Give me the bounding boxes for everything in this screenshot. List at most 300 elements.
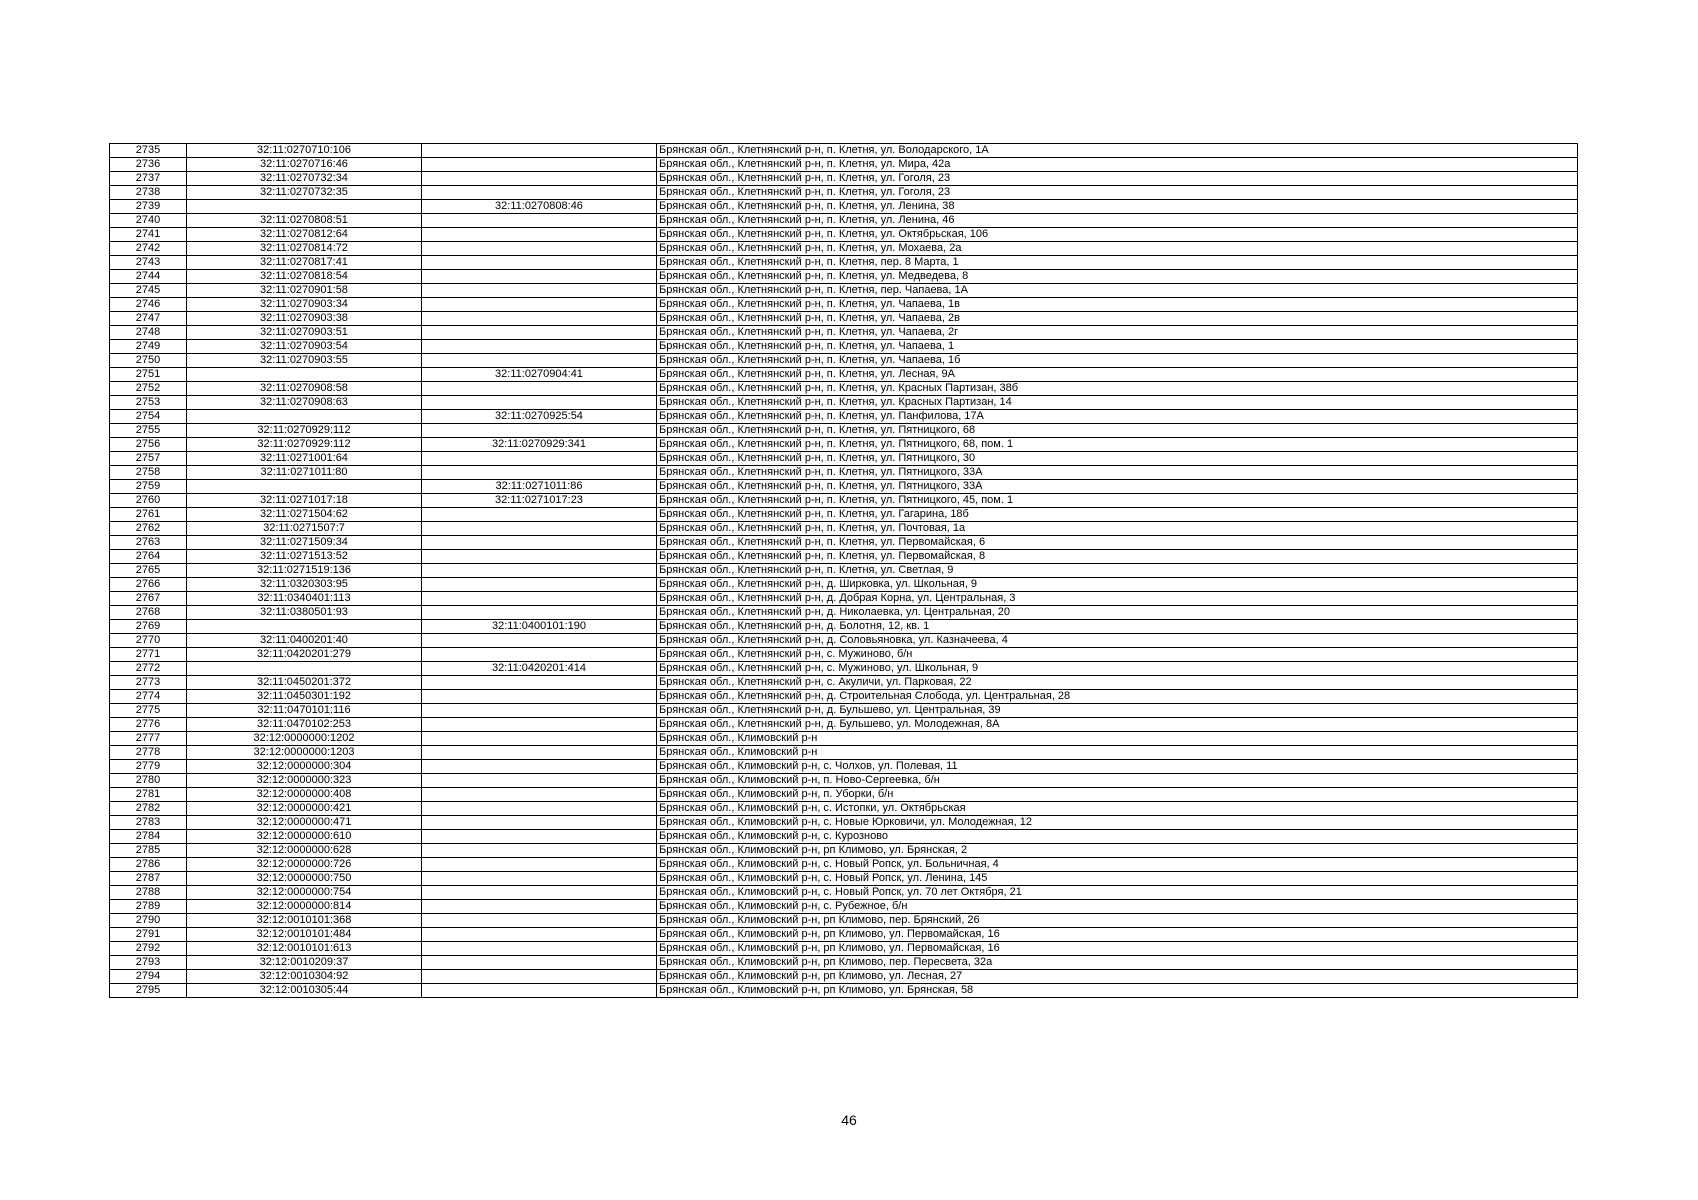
table-row (110, 172, 1578, 186)
cadastral-number-cell: 32:11:0270903:34 (187, 298, 422, 312)
cadastral-number-cell: 32:12:0010101:368 (187, 914, 422, 928)
secondary-cadastral-number-cell (422, 676, 657, 690)
secondary-cadastral-number-cell (422, 326, 657, 340)
table-row (110, 984, 1578, 998)
cadastral-number-cell: 32:11:0271011:80 (187, 466, 422, 480)
address-cell: Брянская обл., Клетнянский р-н, п. Клетня, ул. Первомайская, 8 (657, 550, 1578, 564)
address-cell: Брянская обл., Клетнянский р-н, п. Клетня, ул. Красных Партизан, 38б (657, 382, 1578, 396)
cadastral-number-cell: 32:12:0000000:323 (187, 774, 422, 788)
address-cell: Брянская обл., Клетнянский р-н, п. Клетня, ул. Пятницкого, 45, пом. 1 (657, 494, 1578, 508)
secondary-cadastral-number-cell (422, 816, 657, 830)
address-cell: Брянская обл., Клетнянский р-н, п. Клетня, ул. Пятницкого, 33А (657, 466, 1578, 480)
address-cell: Брянская обл., Клетнянский р-н, п. Клетня, ул. Медведева, 8 (657, 270, 1578, 284)
address-cell: Брянская обл., Клетнянский р-н, д. Бульшево, ул. Молодежная, 8А (657, 718, 1578, 732)
table-row (110, 284, 1578, 298)
row-number-cell: 2781 (110, 788, 187, 802)
secondary-cadastral-number-cell (422, 970, 657, 984)
row-number-cell: 2792 (110, 942, 187, 956)
cadastral-number-cell: 32:12:0010209:37 (187, 956, 422, 970)
row-number-cell: 2748 (110, 326, 187, 340)
secondary-cadastral-number-cell (422, 830, 657, 844)
table-row (110, 256, 1578, 270)
row-number-cell: 2766 (110, 578, 187, 592)
address-cell: Брянская обл., Клетнянский р-н, п. Клетня, ул. Гоголя, 23 (657, 186, 1578, 200)
address-cell: Брянская обл., Клетнянский р-н, д. Болотня, 12, кв. 1 (657, 620, 1578, 634)
secondary-cadastral-number-cell (422, 396, 657, 410)
cadastral-number-cell: 32:12:0000000:408 (187, 788, 422, 802)
address-cell: Брянская обл., Клетнянский р-н, п. Клетня, ул. Октябрьская, 106 (657, 228, 1578, 242)
table-row (110, 634, 1578, 648)
table-row (110, 648, 1578, 662)
cadastral-number-cell: 32:11:0470101:116 (187, 704, 422, 718)
secondary-cadastral-number-cell (422, 788, 657, 802)
address-cell: Брянская обл., Клетнянский р-н, п. Клетня, ул. Володарского, 1А (657, 144, 1578, 158)
secondary-cadastral-number-cell (422, 214, 657, 228)
address-cell: Брянская обл., Клетнянский р-н, д. Добрая Корна, ул. Центральная, 3 (657, 592, 1578, 606)
cadastral-number-cell (187, 480, 422, 494)
cadastral-number-cell: 32:11:0380501:93 (187, 606, 422, 620)
address-cell: Брянская обл., Клетнянский р-н, с. Акуличи, ул. Парковая, 22 (657, 676, 1578, 690)
row-number-cell: 2774 (110, 690, 187, 704)
cadastral-number-cell: 32:11:0271001:64 (187, 452, 422, 466)
secondary-cadastral-number-cell (422, 340, 657, 354)
secondary-cadastral-number-cell (422, 984, 657, 998)
table-row (110, 704, 1578, 718)
address-cell: Брянская обл., Климовский р-н (657, 732, 1578, 746)
secondary-cadastral-number-cell: 32:11:0270925:54 (422, 410, 657, 424)
table-row (110, 900, 1578, 914)
address-cell: Брянская обл., Клетнянский р-н, п. Клетня, ул. Чапаева, 1б (657, 354, 1578, 368)
table-row (110, 844, 1578, 858)
address-cell: Брянская обл., Клетнянский р-н, п. Клетня, ул. Светлая, 9 (657, 564, 1578, 578)
cadastral-number-cell: 32:11:0270903:55 (187, 354, 422, 368)
secondary-cadastral-number-cell (422, 928, 657, 942)
table-row (110, 494, 1578, 508)
cadastral-number-cell: 32:12:0000000:814 (187, 900, 422, 914)
address-cell: Брянская обл., Климовский р-н, с. Новый Ропск, ул. Больничная, 4 (657, 858, 1578, 872)
table-row (110, 760, 1578, 774)
secondary-cadastral-number-cell (422, 424, 657, 438)
secondary-cadastral-number-cell (422, 592, 657, 606)
cadastral-number-cell: 32:11:0270818:54 (187, 270, 422, 284)
cadastral-number-cell: 32:11:0450201:372 (187, 676, 422, 690)
row-number-cell: 2770 (110, 634, 187, 648)
row-number-cell: 2742 (110, 242, 187, 256)
row-number-cell: 2752 (110, 382, 187, 396)
cadastral-number-cell: 32:11:0420201:279 (187, 648, 422, 662)
address-cell: Брянская обл., Климовский р-н, с. Новый Ропск, ул. 70 лет Октября, 21 (657, 886, 1578, 900)
row-number-cell: 2782 (110, 802, 187, 816)
address-cell: Брянская обл., Климовский р-н, рп Климово, ул. Брянская, 58 (657, 984, 1578, 998)
secondary-cadastral-number-cell (422, 354, 657, 368)
registry-table-container (109, 143, 1577, 998)
table-row (110, 242, 1578, 256)
table-row (110, 396, 1578, 410)
cadastral-number-cell (187, 410, 422, 424)
table-row (110, 354, 1578, 368)
secondary-cadastral-number-cell (422, 144, 657, 158)
cadastral-number-cell: 32:11:0270903:38 (187, 312, 422, 326)
cadastral-number-cell: 32:12:0000000:304 (187, 760, 422, 774)
row-number-cell: 2776 (110, 718, 187, 732)
table-row (110, 200, 1578, 214)
row-number-cell: 2775 (110, 704, 187, 718)
cadastral-number-cell: 32:12:0010101:613 (187, 942, 422, 956)
secondary-cadastral-number-cell: 32:11:0271011:86 (422, 480, 657, 494)
address-cell: Брянская обл., Климовский р-н, с. Рубежное, б/н (657, 900, 1578, 914)
secondary-cadastral-number-cell (422, 564, 657, 578)
cadastral-number-cell: 32:11:0400201:40 (187, 634, 422, 648)
cadastral-number-cell: 32:12:0010304:92 (187, 970, 422, 984)
address-cell: Брянская обл., Климовский р-н, рп Климово, ул. Первомайская, 16 (657, 928, 1578, 942)
cadastral-number-cell (187, 368, 422, 382)
row-number-cell: 2791 (110, 928, 187, 942)
row-number-cell: 2769 (110, 620, 187, 634)
cadastral-number-cell (187, 200, 422, 214)
row-number-cell: 2745 (110, 284, 187, 298)
row-number-cell: 2788 (110, 886, 187, 900)
row-number-cell: 2741 (110, 228, 187, 242)
row-number-cell: 2785 (110, 844, 187, 858)
row-number-cell: 2772 (110, 662, 187, 676)
row-number-cell: 2783 (110, 816, 187, 830)
address-cell: Брянская обл., Климовский р-н, п. Ново-Сергеевка, б/н (657, 774, 1578, 788)
cadastral-number-cell: 32:11:0270901:58 (187, 284, 422, 298)
table-row (110, 718, 1578, 732)
address-cell: Брянская обл., Клетнянский р-н, п. Клетня, ул. Пятницкого, 30 (657, 452, 1578, 466)
secondary-cadastral-number-cell (422, 858, 657, 872)
cadastral-number-cell: 32:12:0010101:484 (187, 928, 422, 942)
cadastral-number-cell: 32:12:0000000:1203 (187, 746, 422, 760)
table-row (110, 228, 1578, 242)
table-row (110, 690, 1578, 704)
row-number-cell: 2790 (110, 914, 187, 928)
address-cell: Брянская обл., Климовский р-н (657, 746, 1578, 760)
table-row (110, 914, 1578, 928)
table-row (110, 158, 1578, 172)
secondary-cadastral-number-cell (422, 606, 657, 620)
table-row (110, 662, 1578, 676)
row-number-cell: 2736 (110, 158, 187, 172)
cadastral-number-cell: 32:11:0270903:51 (187, 326, 422, 340)
table-row (110, 186, 1578, 200)
cadastral-number-cell: 32:11:0271509:34 (187, 536, 422, 550)
address-cell: Брянская обл., Климовский р-н, с. Курозново (657, 830, 1578, 844)
table-row (110, 340, 1578, 354)
secondary-cadastral-number-cell (422, 158, 657, 172)
row-number-cell: 2747 (110, 312, 187, 326)
address-cell: Брянская обл., Клетнянский р-н, д. Соловьяновка, ул. Казначеева, 4 (657, 634, 1578, 648)
address-cell: Брянская обл., Клетнянский р-н, п. Клетня, ул. Чапаева, 2г (657, 326, 1578, 340)
row-number-cell: 2744 (110, 270, 187, 284)
secondary-cadastral-number-cell (422, 522, 657, 536)
row-number-cell: 2758 (110, 466, 187, 480)
table-row (110, 522, 1578, 536)
cadastral-number-cell: 32:12:0000000:628 (187, 844, 422, 858)
row-number-cell: 2755 (110, 424, 187, 438)
cadastral-number-cell: 32:11:0270812:64 (187, 228, 422, 242)
address-cell: Брянская обл., Клетнянский р-н, п. Клетня, ул. Первомайская, 6 (657, 536, 1578, 550)
row-number-cell: 2780 (110, 774, 187, 788)
cadastral-number-cell: 32:11:0270732:35 (187, 186, 422, 200)
address-cell: Брянская обл., Клетнянский р-н, д. Бульшево, ул. Центральная, 39 (657, 704, 1578, 718)
address-cell: Брянская обл., Клетнянский р-н, п. Клетня, пер. Чапаева, 1А (657, 284, 1578, 298)
address-cell: Брянская обл., Клетнянский р-н, д. Николаевка, ул. Центральная, 20 (657, 606, 1578, 620)
table-row (110, 214, 1578, 228)
table-row (110, 788, 1578, 802)
secondary-cadastral-number-cell (422, 466, 657, 480)
row-number-cell: 2761 (110, 508, 187, 522)
cadastral-number-cell (187, 662, 422, 676)
row-number-cell: 2777 (110, 732, 187, 746)
row-number-cell: 2759 (110, 480, 187, 494)
address-cell: Брянская обл., Климовский р-н, рп Климово, пер. Брянский, 26 (657, 914, 1578, 928)
cadastral-number-cell: 32:12:0000000:421 (187, 802, 422, 816)
row-number-cell: 2751 (110, 368, 187, 382)
table-row (110, 550, 1578, 564)
address-cell: Брянская обл., Клетнянский р-н, п. Клетня, ул. Чапаева, 1 (657, 340, 1578, 354)
secondary-cadastral-number-cell (422, 844, 657, 858)
secondary-cadastral-number-cell (422, 900, 657, 914)
table-row (110, 942, 1578, 956)
secondary-cadastral-number-cell (422, 256, 657, 270)
table-row (110, 620, 1578, 634)
row-number-cell: 2779 (110, 760, 187, 774)
cadastral-number-cell: 32:11:0270716:46 (187, 158, 422, 172)
table-row (110, 298, 1578, 312)
cadastral-number-cell: 32:12:0000000:754 (187, 886, 422, 900)
address-cell: Брянская обл., Климовский р-н, с. Чолхов, ул. Полевая, 11 (657, 760, 1578, 774)
cadastral-number-cell: 32:11:0270808:51 (187, 214, 422, 228)
address-cell: Брянская обл., Клетнянский р-н, с. Мужиново, б/н (657, 648, 1578, 662)
row-number-cell: 2746 (110, 298, 187, 312)
table-row (110, 802, 1578, 816)
table-row (110, 424, 1578, 438)
row-number-cell: 2750 (110, 354, 187, 368)
secondary-cadastral-number-cell (422, 802, 657, 816)
row-number-cell: 2765 (110, 564, 187, 578)
cadastral-number-cell: 32:11:0270710:106 (187, 144, 422, 158)
row-number-cell: 2795 (110, 984, 187, 998)
secondary-cadastral-number-cell (422, 578, 657, 592)
row-number-cell: 2778 (110, 746, 187, 760)
secondary-cadastral-number-cell (422, 718, 657, 732)
secondary-cadastral-number-cell (422, 942, 657, 956)
table-row (110, 858, 1578, 872)
address-cell: Брянская обл., Климовский р-н, с. Новый Ропск, ул. Ленина, 145 (657, 872, 1578, 886)
cadastral-number-cell: 32:11:0320303:95 (187, 578, 422, 592)
address-cell: Брянская обл., Климовский р-н, рп Климово, ул. Лесная, 27 (657, 970, 1578, 984)
registry-table (109, 143, 1578, 998)
address-cell: Брянская обл., Клетнянский р-н, п. Клетня, ул. Ленина, 46 (657, 214, 1578, 228)
cadastral-number-cell: 32:11:0270908:63 (187, 396, 422, 410)
address-cell: Брянская обл., Клетнянский р-н, д. Ширковка, ул. Школьная, 9 (657, 578, 1578, 592)
secondary-cadastral-number-cell (422, 312, 657, 326)
address-cell: Брянская обл., Клетнянский р-н, п. Клетня, ул. Пятницкого, 68, пом. 1 (657, 438, 1578, 452)
table-row (110, 578, 1578, 592)
address-cell: Брянская обл., Клетнянский р-н, п. Клетня, ул. Красных Партизан, 14 (657, 396, 1578, 410)
table-row (110, 508, 1578, 522)
row-number-cell: 2787 (110, 872, 187, 886)
row-number-cell: 2762 (110, 522, 187, 536)
address-cell: Брянская обл., Клетнянский р-н, п. Клетня, ул. Ленина, 38 (657, 200, 1578, 214)
secondary-cadastral-number-cell (422, 774, 657, 788)
table-row (110, 480, 1578, 494)
cadastral-number-cell: 32:12:0000000:471 (187, 816, 422, 830)
secondary-cadastral-number-cell (422, 186, 657, 200)
secondary-cadastral-number-cell (422, 732, 657, 746)
table-row (110, 970, 1578, 984)
row-number-cell: 2768 (110, 606, 187, 620)
address-cell: Брянская обл., Климовский р-н, рп Климово, ул. Первомайская, 16 (657, 942, 1578, 956)
secondary-cadastral-number-cell (422, 228, 657, 242)
row-number-cell: 2760 (110, 494, 187, 508)
cadastral-number-cell: 32:11:0270929:112 (187, 424, 422, 438)
table-row (110, 592, 1578, 606)
secondary-cadastral-number-cell: 32:11:0270808:46 (422, 200, 657, 214)
secondary-cadastral-number-cell (422, 746, 657, 760)
address-cell: Брянская обл., Клетнянский р-н, п. Клетня, ул. Мира, 42а (657, 158, 1578, 172)
table-row (110, 872, 1578, 886)
secondary-cadastral-number-cell: 32:11:0400101:190 (422, 620, 657, 634)
secondary-cadastral-number-cell (422, 872, 657, 886)
table-row (110, 326, 1578, 340)
row-number-cell: 2740 (110, 214, 187, 228)
table-row (110, 830, 1578, 844)
secondary-cadastral-number-cell (422, 284, 657, 298)
row-number-cell: 2743 (110, 256, 187, 270)
address-cell: Брянская обл., Клетнянский р-н, п. Клетня, ул. Чапаева, 1в (657, 298, 1578, 312)
secondary-cadastral-number-cell (422, 648, 657, 662)
row-number-cell: 2784 (110, 830, 187, 844)
cadastral-number-cell: 32:11:0270732:34 (187, 172, 422, 186)
cadastral-number-cell: 32:11:0271513:52 (187, 550, 422, 564)
secondary-cadastral-number-cell (422, 242, 657, 256)
table-row (110, 564, 1578, 578)
secondary-cadastral-number-cell: 32:11:0420201:414 (422, 662, 657, 676)
secondary-cadastral-number-cell (422, 634, 657, 648)
row-number-cell: 2739 (110, 200, 187, 214)
row-number-cell: 2757 (110, 452, 187, 466)
table-row (110, 312, 1578, 326)
address-cell: Брянская обл., Клетнянский р-н, п. Клетня, ул. Пятницкого, 33А (657, 480, 1578, 494)
cadastral-number-cell: 32:11:0470102:253 (187, 718, 422, 732)
secondary-cadastral-number-cell (422, 508, 657, 522)
row-number-cell: 2763 (110, 536, 187, 550)
cadastral-number-cell: 32:12:0010305:44 (187, 984, 422, 998)
address-cell: Брянская обл., Климовский р-н, с. Новые Юрковичи, ул. Молодежная, 12 (657, 816, 1578, 830)
page-number: 46 (841, 1112, 857, 1128)
address-cell: Брянская обл., Клетнянский р-н, п. Клетня, ул. Чапаева, 2в (657, 312, 1578, 326)
address-cell: Брянская обл., Клетнянский р-н, п. Клетня, ул. Мохаева, 2а (657, 242, 1578, 256)
secondary-cadastral-number-cell (422, 172, 657, 186)
row-number-cell: 2767 (110, 592, 187, 606)
cadastral-number-cell: 32:11:0450301:192 (187, 690, 422, 704)
table-row (110, 382, 1578, 396)
secondary-cadastral-number-cell (422, 270, 657, 284)
row-number-cell: 2753 (110, 396, 187, 410)
cadastral-number-cell: 32:11:0270929:112 (187, 438, 422, 452)
secondary-cadastral-number-cell (422, 298, 657, 312)
secondary-cadastral-number-cell (422, 704, 657, 718)
row-number-cell: 2793 (110, 956, 187, 970)
secondary-cadastral-number-cell: 32:11:0271017:23 (422, 494, 657, 508)
row-number-cell: 2738 (110, 186, 187, 200)
cadastral-number-cell: 32:11:0271504:62 (187, 508, 422, 522)
table-row (110, 466, 1578, 480)
address-cell: Брянская обл., Клетнянский р-н, п. Клетня, ул. Лесная, 9А (657, 368, 1578, 382)
address-cell: Брянская обл., Климовский р-н, рп Климово, пер. Пересвета, 32а (657, 956, 1578, 970)
table-row (110, 144, 1578, 158)
address-cell: Брянская обл., Климовский р-н, рп Климово, ул. Брянская, 2 (657, 844, 1578, 858)
cadastral-number-cell: 32:11:0271519:136 (187, 564, 422, 578)
table-row (110, 774, 1578, 788)
row-number-cell: 2764 (110, 550, 187, 564)
table-row (110, 536, 1578, 550)
secondary-cadastral-number-cell (422, 690, 657, 704)
row-number-cell: 2756 (110, 438, 187, 452)
cadastral-number-cell: 32:11:0270908:58 (187, 382, 422, 396)
table-row (110, 928, 1578, 942)
row-number-cell: 2794 (110, 970, 187, 984)
secondary-cadastral-number-cell (422, 452, 657, 466)
row-number-cell: 2786 (110, 858, 187, 872)
row-number-cell: 2749 (110, 340, 187, 354)
secondary-cadastral-number-cell (422, 382, 657, 396)
secondary-cadastral-number-cell (422, 536, 657, 550)
cadastral-number-cell: 32:11:0270903:54 (187, 340, 422, 354)
address-cell: Брянская обл., Клетнянский р-н, п. Клетня, ул. Панфилова, 17А (657, 410, 1578, 424)
address-cell: Брянская обл., Клетнянский р-н, п. Клетня, пер. 8 Марта, 1 (657, 256, 1578, 270)
secondary-cadastral-number-cell: 32:11:0270929:341 (422, 438, 657, 452)
table-row (110, 410, 1578, 424)
cadastral-number-cell: 32:12:0000000:726 (187, 858, 422, 872)
table-row (110, 746, 1578, 760)
cadastral-number-cell: 32:11:0270817:41 (187, 256, 422, 270)
row-number-cell: 2789 (110, 900, 187, 914)
table-row (110, 732, 1578, 746)
cadastral-number-cell: 32:12:0000000:610 (187, 830, 422, 844)
table-row (110, 270, 1578, 284)
row-number-cell: 2773 (110, 676, 187, 690)
row-number-cell: 2735 (110, 144, 187, 158)
secondary-cadastral-number-cell (422, 550, 657, 564)
address-cell: Брянская обл., Клетнянский р-н, с. Мужиново, ул. Школьная, 9 (657, 662, 1578, 676)
address-cell: Брянская обл., Клетнянский р-н, п. Клетня, ул. Пятницкого, 68 (657, 424, 1578, 438)
row-number-cell: 2771 (110, 648, 187, 662)
cadastral-number-cell: 32:11:0271507:7 (187, 522, 422, 536)
address-cell: Брянская обл., Клетнянский р-н, п. Клетня, ул. Гоголя, 23 (657, 172, 1578, 186)
address-cell: Брянская обл., Климовский р-н, п. Уборки, б/н (657, 788, 1578, 802)
secondary-cadastral-number-cell (422, 886, 657, 900)
table-row (110, 438, 1578, 452)
address-cell: Брянская обл., Клетнянский р-н, д. Строительная Слобода, ул. Центральная, 28 (657, 690, 1578, 704)
secondary-cadastral-number-cell (422, 956, 657, 970)
table-row (110, 956, 1578, 970)
secondary-cadastral-number-cell (422, 914, 657, 928)
cadastral-number-cell: 32:11:0340401:113 (187, 592, 422, 606)
cadastral-number-cell: 32:11:0270814:72 (187, 242, 422, 256)
table-row (110, 676, 1578, 690)
table-row (110, 606, 1578, 620)
table-row (110, 368, 1578, 382)
cadastral-number-cell: 32:12:0000000:750 (187, 872, 422, 886)
secondary-cadastral-number-cell: 32:11:0270904:41 (422, 368, 657, 382)
address-cell: Брянская обл., Клетнянский р-н, п. Клетня, ул. Гагарина, 18б (657, 508, 1578, 522)
table-row (110, 886, 1578, 900)
address-cell: Брянская обл., Клетнянский р-н, п. Клетня, ул. Почтовая, 1а (657, 522, 1578, 536)
cadastral-number-cell (187, 620, 422, 634)
